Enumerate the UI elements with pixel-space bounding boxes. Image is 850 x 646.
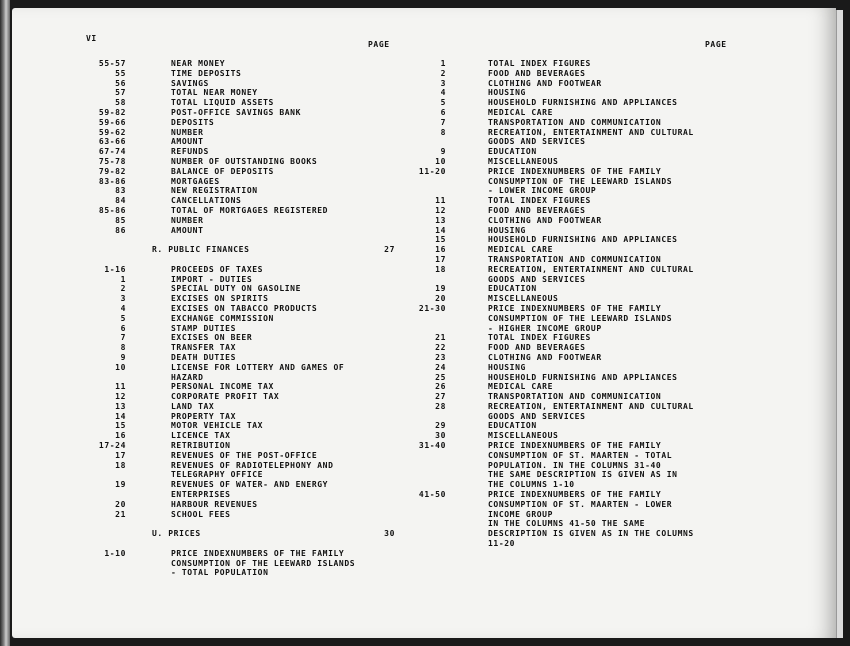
column-number: 16 — [435, 245, 446, 255]
column-number: 5 — [440, 98, 446, 108]
entry-description: EXCISES ON SPIRITS — [171, 294, 269, 304]
right-index-column — [0, 59, 850, 549]
entry-description: THE COLUMNS 1-10 — [488, 480, 575, 490]
entry-description: TRANSFER TAX — [171, 343, 236, 353]
entry-description: PERSONAL INCOME TAX — [171, 382, 274, 392]
column-number: 14 — [115, 411, 126, 421]
entry-description: MEDICAL CARE — [488, 107, 553, 117]
index-entry — [0, 392, 850, 402]
entry-description: SCHOOL FEES — [171, 509, 231, 519]
index-entry — [0, 88, 850, 98]
index-entry — [0, 549, 850, 559]
entry-description: CLOTHING AND FOOTWEAR — [488, 352, 602, 362]
column-number: 19 — [435, 284, 446, 294]
entry-description: NEAR MONEY — [171, 59, 226, 68]
column-number: 57 — [115, 88, 126, 98]
entry-description: PRICE INDEXNUMBERS OF THE FAMILY — [488, 441, 662, 451]
index-entry — [0, 539, 850, 549]
column-number: 6 — [120, 323, 126, 333]
entry-description: AMOUNT — [171, 137, 204, 147]
index-entry — [0, 206, 850, 216]
entry-description: IMPORT - DUTIES — [171, 274, 253, 284]
column-number: 20 — [115, 499, 126, 509]
index-entry — [0, 79, 850, 89]
index-entry — [0, 461, 850, 471]
column-number: 83-86 — [98, 176, 126, 186]
column-number: 27 — [435, 392, 446, 402]
column-number: 16 — [115, 431, 126, 441]
column-number: 3 — [120, 294, 126, 304]
column-number: 21 — [435, 333, 446, 343]
entry-description: FOOD AND BEVERAGES — [488, 343, 586, 353]
column-number: 86 — [115, 225, 126, 235]
column-number: 79-82 — [98, 166, 126, 176]
entry-description: SAVINGS — [171, 78, 209, 88]
index-entry — [0, 304, 850, 314]
entry-description: EXCISES ON BEER — [171, 333, 253, 343]
entry-description: REVENUES OF WATER- AND ENERGY — [171, 480, 329, 490]
entry-description: IN THE COLUMNS 41-50 THE SAME — [488, 519, 646, 529]
entry-description: HOUSING — [488, 225, 526, 235]
column-number: 18 — [115, 460, 126, 470]
index-entry — [0, 284, 850, 294]
entry-description: FOOD AND BEVERAGES — [488, 205, 586, 215]
index-entry — [0, 98, 850, 108]
column-number: 26 — [435, 382, 446, 392]
column-number: 6 — [440, 107, 446, 117]
entry-description: MORTGAGES — [171, 176, 220, 186]
entry-description: RETRIBUTION — [171, 441, 231, 451]
column-number: 25 — [435, 372, 446, 382]
index-entry — [0, 451, 850, 461]
index-entry — [0, 294, 850, 304]
index-entry — [0, 118, 850, 128]
entry-description: MEDICAL CARE — [488, 245, 553, 255]
index-entry — [0, 265, 850, 275]
column-number: 84 — [115, 196, 126, 206]
entry-description: NUMBER — [171, 127, 204, 137]
entry-description: HARBOUR REVENUES — [171, 499, 258, 509]
index-entry — [0, 510, 850, 520]
entry-description: EXCISES ON TABACCO PRODUCTS — [171, 303, 318, 313]
entry-description: NEW REGISTRATION — [171, 186, 258, 196]
entry-description: NUMBER — [171, 215, 204, 225]
entry-description: HOUSEHOLD FURNISHING AND APPLIANCES — [488, 235, 678, 245]
index-entry — [0, 490, 850, 500]
entry-description: CONSUMPTION OF ST. MAARTEN - LOWER — [488, 499, 673, 509]
page-reference: 27 — [384, 245, 395, 255]
index-entry — [0, 402, 850, 412]
column-number: 41-50 — [418, 490, 446, 500]
index-entry — [0, 441, 850, 451]
entry-description: TIME DEPOSITS — [171, 68, 242, 78]
entry-description: EDUCATION — [488, 284, 537, 294]
entry-description: 11-20 — [488, 539, 516, 549]
column-number: 15 — [435, 235, 446, 245]
index-entry — [0, 324, 850, 334]
entry-description: HAZARD — [171, 372, 204, 382]
index-entry — [0, 529, 850, 539]
index-entry — [0, 343, 850, 353]
column-number: 29 — [435, 421, 446, 431]
entry-description: TELEGRAPHY OFFICE — [171, 470, 264, 480]
entry-description: MISCELLANEOUS — [488, 431, 559, 441]
page-column-header-left: PAGE — [368, 40, 390, 49]
column-number: 83 — [115, 186, 126, 196]
index-entry — [0, 500, 850, 510]
column-number: 1-10 — [104, 548, 126, 558]
column-number: 2 — [440, 68, 446, 78]
index-entry — [0, 245, 850, 255]
index-entry — [0, 568, 850, 578]
entry-description: TOTAL OF MORTGAGES REGISTERED — [171, 205, 329, 215]
column-number: 11 — [115, 382, 126, 392]
column-number: 17 — [435, 254, 446, 264]
column-number: 12 — [115, 392, 126, 402]
entry-description: HOUSEHOLD FURNISHING AND APPLIANCES — [488, 98, 678, 108]
entry-description: PROCEEDS OF TAXES — [171, 264, 264, 274]
entry-description: SPECIAL DUTY ON GASOLINE — [171, 284, 301, 294]
entry-description: CONSUMPTION OF THE LEEWARD ISLANDS — [488, 313, 673, 323]
column-number: 21 — [115, 509, 126, 519]
column-number: 11-20 — [418, 166, 446, 176]
index-entry — [0, 333, 850, 343]
index-entry — [0, 412, 850, 422]
entry-description: TOTAL INDEX FIGURES — [488, 196, 591, 206]
column-number: 4 — [120, 303, 126, 313]
entry-description: NUMBER OF OUTSTANDING BOOKS — [171, 156, 318, 166]
column-number: 59-62 — [98, 127, 126, 137]
entry-description: REVENUES OF RADIOTELEPHONY AND — [171, 460, 334, 470]
section-heading: U. PRICES — [152, 529, 201, 539]
entry-description: - TOTAL POPULATION — [171, 568, 269, 578]
entry-description: TRANSPORTATION AND COMMUNICATION — [488, 117, 662, 127]
entry-description: CANCELLATIONS — [171, 196, 242, 206]
entry-description: TOTAL INDEX FIGURES — [488, 333, 591, 343]
page-column-header-right: PAGE — [705, 40, 727, 49]
index-entry — [0, 186, 850, 196]
entry-description: GOODS AND SERVICES — [488, 411, 586, 421]
index-entry — [0, 373, 850, 383]
column-number: 10 — [115, 362, 126, 372]
entry-description: PRICE INDEXNUMBERS OF THE FAMILY — [488, 303, 662, 313]
column-number: 11 — [435, 196, 446, 206]
column-number: 9 — [120, 352, 126, 362]
entry-description: CORPORATE PROFIT TAX — [171, 392, 280, 402]
column-number: 20 — [435, 294, 446, 304]
column-number: 13 — [435, 215, 446, 225]
column-number: 85-86 — [98, 205, 126, 215]
index-entry — [0, 431, 850, 441]
column-number: 67-74 — [98, 147, 126, 157]
column-number: 24 — [435, 362, 446, 372]
column-number: 21-30 — [418, 303, 446, 313]
entry-description: PRICE INDEXNUMBERS OF THE FAMILY — [488, 166, 662, 176]
entry-description: PRICE INDEXNUMBERS OF THE FAMILY — [488, 490, 662, 500]
entry-description: MOTOR VEHICLE TAX — [171, 421, 264, 431]
column-number: 23 — [435, 352, 446, 362]
entry-description: HOUSING — [488, 362, 526, 372]
entry-description: GOODS AND SERVICES — [488, 274, 586, 284]
index-entry — [0, 382, 850, 392]
column-number: 8 — [120, 343, 126, 353]
column-number: 3 — [440, 78, 446, 88]
column-number: 9 — [440, 147, 446, 157]
column-number: 4 — [440, 88, 446, 98]
index-entry — [0, 275, 850, 285]
index-entry — [0, 216, 850, 226]
column-number: 59-66 — [98, 117, 126, 127]
entry-description: ENTERPRISES — [171, 490, 231, 500]
column-number: 10 — [435, 156, 446, 166]
entry-description: TRANSPORTATION AND COMMUNICATION — [488, 392, 662, 402]
section-heading: R. PUBLIC FINANCES — [152, 245, 250, 255]
index-entry — [0, 108, 850, 118]
index-entry — [0, 69, 850, 79]
entry-description: - LOWER INCOME GROUP — [488, 186, 597, 196]
entry-description: LICENSE FOR LOTTERY AND GAMES OF — [171, 362, 345, 372]
column-number: 2 — [120, 284, 126, 294]
entry-description: TRANSPORTATION AND COMMUNICATION — [488, 254, 662, 264]
entry-description: CLOTHING AND FOOTWEAR — [488, 78, 602, 88]
entry-description: GOODS AND SERVICES — [488, 137, 586, 147]
entry-description: AMOUNT — [171, 225, 204, 235]
column-number: 1 — [120, 274, 126, 284]
index-entry — [0, 235, 850, 245]
column-number: 58 — [115, 98, 126, 108]
column-number: 19 — [115, 480, 126, 490]
index-entry — [0, 167, 850, 177]
index-entry — [0, 480, 850, 490]
entry-description: RECREATION, ENTERTAINMENT AND CULTURAL — [488, 127, 694, 137]
entry-description: PROPERTY TAX — [171, 411, 236, 421]
entry-description: - HIGHER INCOME GROUP — [488, 323, 602, 333]
entry-description: HOUSING — [488, 88, 526, 98]
column-number: 85 — [115, 215, 126, 225]
column-number: 30 — [435, 431, 446, 441]
entry-description: RECREATION, ENTERTAINMENT AND CULTURAL — [488, 264, 694, 274]
column-number: 63-66 — [98, 137, 126, 147]
index-entry — [0, 157, 850, 167]
entry-description: POST-OFFICE SAVINGS BANK — [171, 107, 301, 117]
entry-description: POPULATION. IN THE COLUMNS 31-40 — [488, 460, 662, 470]
index-entry — [0, 226, 850, 236]
entry-description: HOUSEHOLD FURNISHING AND APPLIANCES — [488, 372, 678, 382]
index-entry — [0, 353, 850, 363]
entry-description: INCOME GROUP — [488, 509, 553, 519]
entry-description: TOTAL LIQUID ASSETS — [171, 98, 274, 108]
index-entry — [0, 519, 850, 529]
entry-description: CONSUMPTION OF THE LEEWARD ISLANDS — [171, 558, 356, 568]
entry-description: CONSUMPTION OF ST. MAARTEN - TOTAL — [488, 450, 673, 460]
entry-description: DESCRIPTION IS GIVEN AS IN THE COLUMNS — [488, 529, 694, 539]
index-entry — [0, 470, 850, 480]
entry-description: PRICE INDEXNUMBERS OF THE FAMILY — [171, 548, 345, 558]
entry-description: STAMP DUTIES — [171, 323, 236, 333]
column-number: 5 — [120, 313, 126, 323]
column-number: 55-57 — [98, 59, 126, 68]
column-number: 56 — [115, 78, 126, 88]
entry-description: EDUCATION — [488, 421, 537, 431]
entry-description: REVENUES OF THE POST-OFFICE — [171, 450, 318, 460]
entry-description: MISCELLANEOUS — [488, 156, 559, 166]
entry-description: LICENCE TAX — [171, 431, 231, 441]
column-number: 7 — [440, 117, 446, 127]
index-entry — [0, 421, 850, 431]
entry-description: MEDICAL CARE — [488, 382, 553, 392]
column-number: 8 — [440, 127, 446, 137]
column-number: 7 — [120, 333, 126, 343]
entry-description: FOOD AND BEVERAGES — [488, 68, 586, 78]
column-number: 1-16 — [104, 264, 126, 274]
index-entry — [0, 255, 850, 265]
page-reference: 30 — [384, 529, 395, 539]
entry-description: EDUCATION — [488, 147, 537, 157]
page-number-roman: VI — [86, 34, 97, 43]
index-entry — [0, 363, 850, 373]
column-number: 18 — [435, 264, 446, 274]
index-entry — [0, 177, 850, 187]
column-number: 31-40 — [418, 441, 446, 451]
index-entry — [0, 59, 850, 69]
column-number: 15 — [115, 421, 126, 431]
entry-description: BALANCE OF DEPOSITS — [171, 166, 274, 176]
entry-description: LAND TAX — [171, 401, 215, 411]
index-entry — [0, 314, 850, 324]
entry-description: TOTAL NEAR MONEY — [171, 88, 258, 98]
column-number: 17-24 — [98, 441, 126, 451]
column-number: 12 — [435, 205, 446, 215]
entry-description: DEATH DUTIES — [171, 352, 236, 362]
entry-description: DEPOSITS — [171, 117, 215, 127]
index-entry — [0, 559, 850, 569]
entry-description: CONSUMPTION OF THE LEEWARD ISLANDS — [488, 176, 673, 186]
entry-description: THE SAME DESCRIPTION IS GIVEN AS IN — [488, 470, 678, 480]
index-entry — [0, 196, 850, 206]
column-number: 17 — [115, 450, 126, 460]
column-number: 1 — [440, 59, 446, 68]
column-number: 13 — [115, 401, 126, 411]
column-number: 55 — [115, 68, 126, 78]
index-entry — [0, 147, 850, 157]
entry-description: EXCHANGE COMMISSION — [171, 313, 274, 323]
entry-description: TOTAL INDEX FIGURES — [488, 59, 591, 68]
column-number: 14 — [435, 225, 446, 235]
entry-description: CLOTHING AND FOOTWEAR — [488, 215, 602, 225]
index-entry — [0, 137, 850, 147]
column-number: 28 — [435, 401, 446, 411]
entry-description: REFUNDS — [171, 147, 209, 157]
column-number: 75-78 — [98, 156, 126, 166]
index-entry — [0, 128, 850, 138]
column-number: 22 — [435, 343, 446, 353]
entry-description: MISCELLANEOUS — [488, 294, 559, 304]
entry-description: RECREATION, ENTERTAINMENT AND CULTURAL — [488, 401, 694, 411]
column-number: 59-82 — [98, 107, 126, 117]
